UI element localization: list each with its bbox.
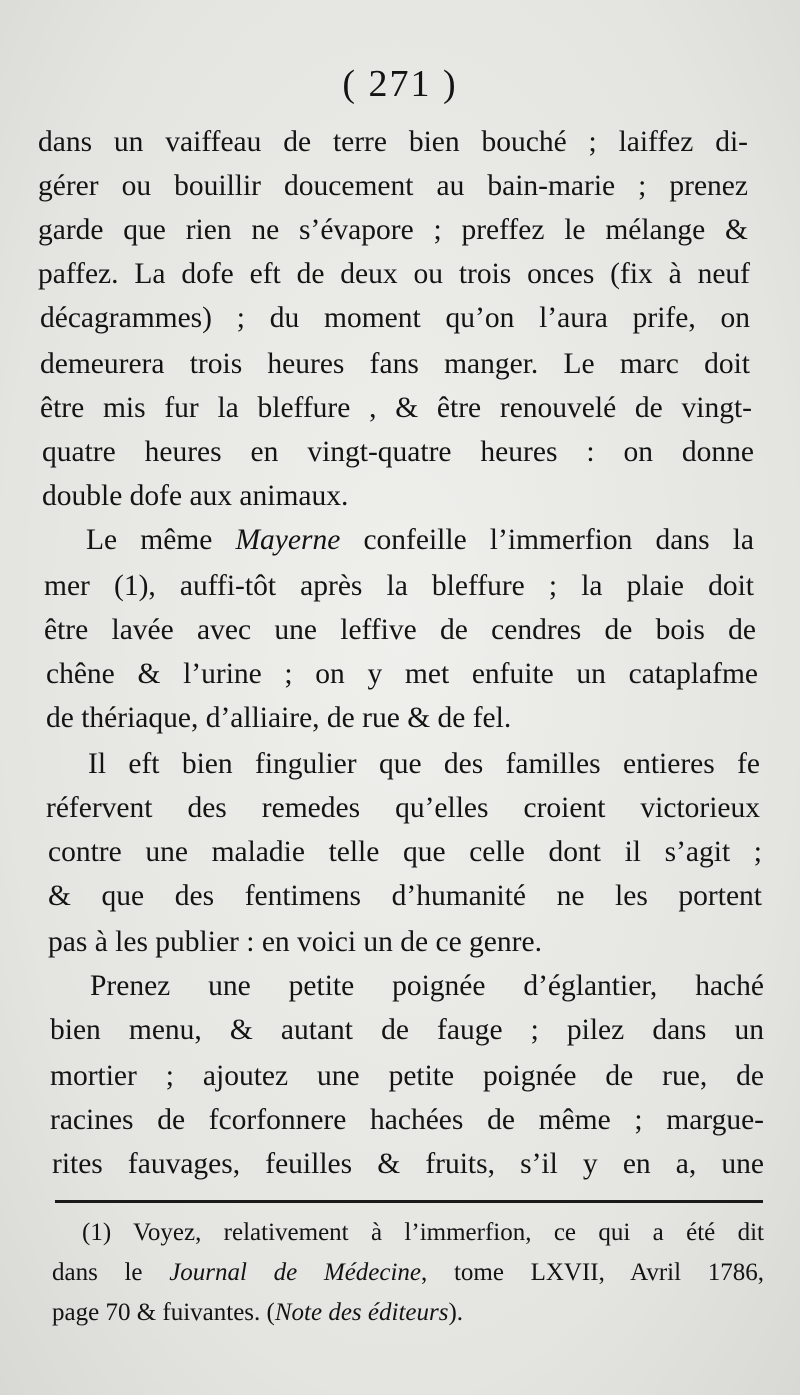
text-line: décagrammes) ; du moment qu’on l’aura prife, on [40,302,750,334]
editors-note: Note des éditeurs [274,1299,449,1326]
text-line: Il eft bien fingulier que des familles entieres fe [88,748,760,780]
journal-title: Journal de Médecine [169,1259,422,1286]
footnote-rule [55,1200,763,1203]
text-line: quatre heures en vingt-quatre heures : on donne [42,436,754,468]
text-line: racines de fcorfonnere hachées de même ; margue- [50,1104,764,1136]
text-line: de thériaque, d’alliaire, de rue & de fel. [46,702,512,734]
text-line: Prenez une petite poignée d’églantier, haché [90,970,764,1002]
footnote-line: page 70 & fuivantes. (Note des éditeurs). [52,1299,464,1326]
text-line: garde que rien ne s’évapore ; preffez le mélange & [38,214,748,246]
text-line: pas à les publier : en voici un de ce genre. [48,926,542,958]
text-line: être lavée avec une leffive de cendres de bois de [44,614,756,646]
text-line: dans un vaiffeau de terre bien bouché ; laiffez di- [38,126,748,158]
text-line-with-name: Le même Mayerne confeille l’immerfion dans la [86,524,754,556]
page-number: ( 271 ) [342,63,458,105]
text-line: réfervent des remedes qu’elles croient victorieux [46,792,760,824]
italic-name: Mayerne [235,524,341,556]
text-line: mortier ; ajoutez une petite poignée de rue, de [50,1060,764,1092]
text-line: être mis fur la bleffure , & être renouvelé de vingt- [40,392,752,424]
text-line: contre une maladie telle que celle dont il s’agit ; [48,836,762,868]
text-line: double dofe aux animaux. [42,480,349,512]
text-line: mer (1), auffi-tôt après la bleffure ; la plaie doit [44,570,754,602]
text-line: paffez. La dofe eft de deux ou trois onces (fix à neuf [38,258,750,290]
footnote-line: (1) Voyez, relativement à l’immerfion, ce qui a été dit [82,1219,764,1246]
text-line: gérer ou bouillir doucement au bain-marie ; prenez [38,170,748,202]
text-line: demeurera trois heures fans manger. Le marc doit [40,348,750,380]
text-line: bien menu, & autant de fauge ; pilez dans un [50,1014,764,1046]
footnote-line: dans le Journal de Médecine, tome LXVII, Avril 1786, [52,1259,764,1286]
text-line: chêne & l’urine ; on y met enfuite un cataplafme [46,658,758,690]
text-line: rites fauvages, feuilles & fruits, s’il y en a, une [52,1148,764,1180]
text-line: & que des fentimens d’humanité ne les portent [48,880,762,912]
